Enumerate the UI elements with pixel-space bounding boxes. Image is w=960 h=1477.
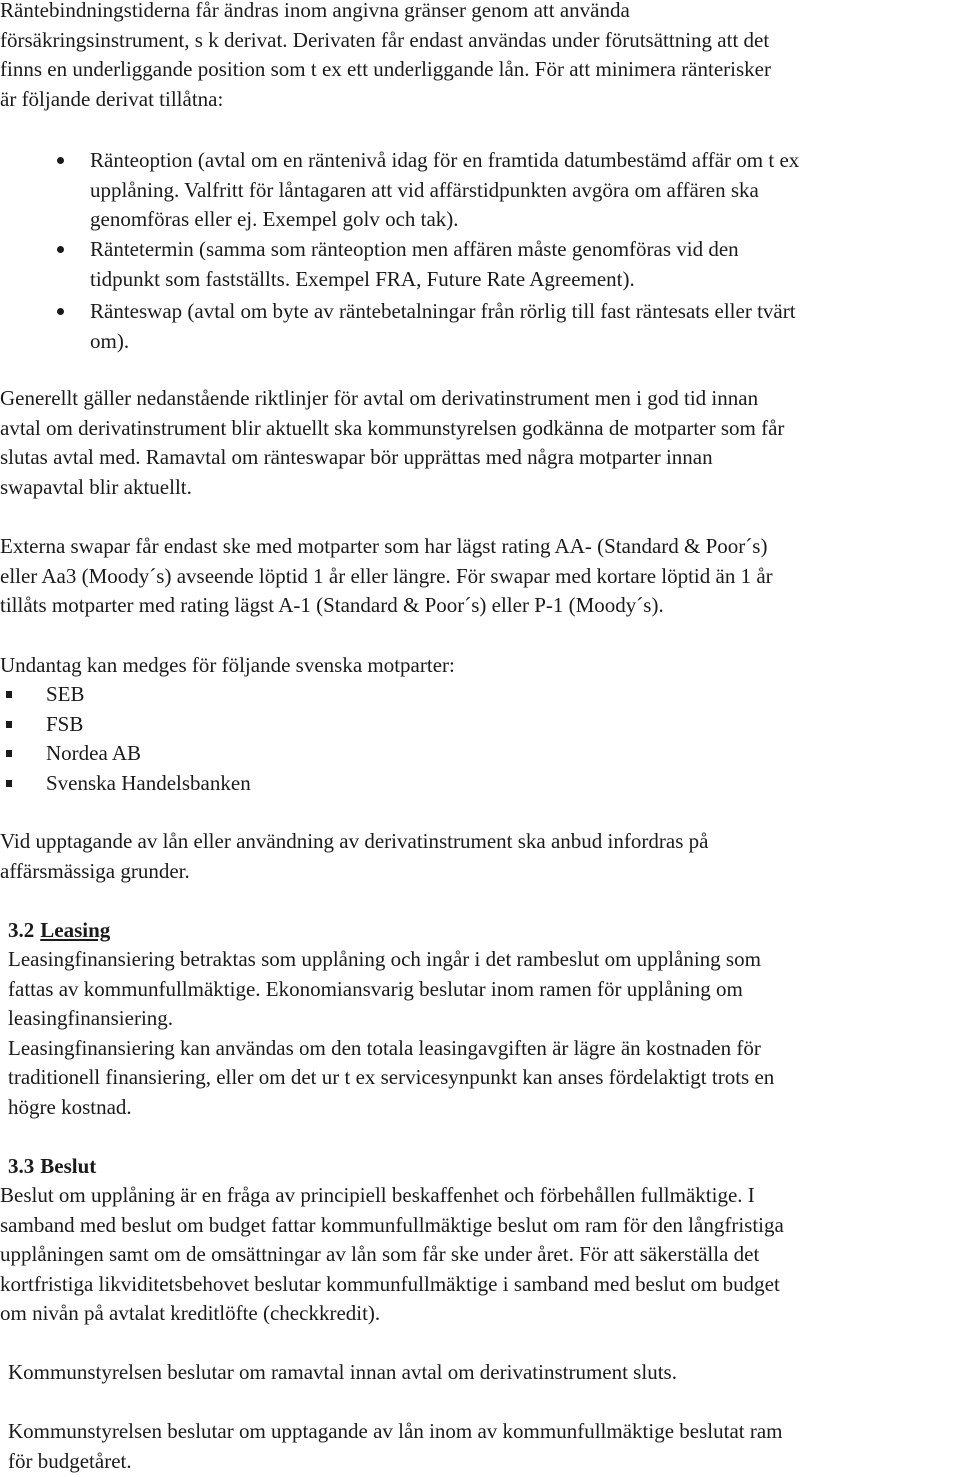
text-line: om nivån på avtalat kreditlöfte (checkkredit). — [0, 1301, 381, 1325]
external-swaps-paragraph — [0, 532, 960, 621]
text-line: avtal om derivatinstrument blir aktuellt ska kommunstyrelsen godkänna de motparter som får — [0, 415, 785, 440]
text-line: leasingfinansiering. — [8, 1006, 174, 1030]
text-line: är följande derivat tillåtna: — [0, 86, 224, 111]
text-line: Leasingfinansiering kan användas om den totala leasingavgiften är lägre än kostnaden för — [8, 1035, 761, 1060]
counterparty-label: FSB — [46, 712, 84, 736]
exception-intro: Undantag kan medges för följande svenska motparter: — [0, 653, 455, 677]
intro-paragraph — [0, 0, 960, 114]
bullet-icon — [57, 246, 64, 253]
text-line: tillåts motparter med rating lägst A-1 (Standard & Poor´s) eller P-1 (Moody´s). — [0, 593, 664, 617]
text-line: Kommunstyrelsen beslutar om upptagande av lån inom av kommunfullmäktige beslutat ram — [8, 1419, 783, 1443]
square-bullet-icon — [6, 721, 12, 728]
text-line: kortfristiga likviditetsbehovet beslutar kommunfullmäktige i samband med beslut om budget — [0, 1271, 780, 1296]
text-line: Räntebindningstiderna får ändras inom angivna gränser genom att använda — [0, 0, 630, 22]
text-line: samband med beslut om budget fattar kommunfullmäktige beslut om ram för den långfristiga — [0, 1212, 784, 1237]
text-line: upplåning. Valfritt för låntagaren att vid affärstidpunkten avgöra om affären ska — [90, 177, 759, 202]
square-bullet-icon — [6, 750, 12, 757]
section-number: 3.2 — [8, 918, 35, 942]
counterparty-label: Svenska Handelsbanken — [46, 771, 251, 795]
section-title: Beslut — [40, 1154, 97, 1178]
text-line: swapavtal blir aktuellt. — [0, 474, 192, 499]
section-heading-beslut — [8, 1152, 96, 1182]
text-line: Vid upptagande av lån eller användning av derivatinstrument ska anbud infordras på — [0, 829, 709, 853]
text-line: Ränteswap (avtal om byte av räntebetalningar från rörlig till fast räntesats eller tvärt — [90, 299, 796, 323]
text-line: slutas avtal med. Ramavtal om ränteswapar bör upprättas med några motparter innan — [0, 445, 713, 469]
square-bullet-icon — [6, 780, 12, 787]
text-line: försäkringsinstrument, s k derivat. Derivaten får endast användas under förutsättning att det — [0, 27, 770, 52]
text-line: tidpunkt som fastställts. Exempel FRA, Future Rate Agreement). — [90, 266, 635, 291]
text-line: Räntetermin (samma som ränteoption men affären måste genomföras vid den — [90, 237, 739, 261]
text-line: Externa swapar får endast ske med motparter som har lägst rating AA- (Standard & Poor´s) — [0, 534, 768, 558]
text-line: för budgetåret. — [8, 1448, 132, 1473]
bullet-icon — [57, 308, 64, 315]
text-line: traditionell finansiering, eller om det ur t ex servicesynpunkt kan anses fördelaktigt trots en — [8, 1065, 775, 1089]
guidelines-paragraph — [0, 384, 960, 502]
leasing-paragraph — [8, 945, 960, 1122]
ks-loans-paragraph — [8, 1417, 960, 1476]
text-line: fattas av kommunfullmäktige. Ekonomiansvarig beslutar inom ramen för upplåning om — [8, 976, 743, 1001]
text-line: högre kostnad. — [8, 1094, 132, 1119]
procurement-paragraph — [0, 827, 960, 886]
text-line: Ränteoption (avtal om en räntenivå idag för en framtida datumbestämd affär om t ex — [90, 148, 800, 172]
counterparty-label: SEB — [46, 682, 85, 706]
text-line: upplåningen samt om de omsättningar av lån som får ske under året. För att säkerställa det — [0, 1242, 760, 1266]
bullet-icon — [57, 157, 64, 164]
text-line: Beslut om upplåning är en fråga av principiell beskaffenhet och förbehållen fullmäktige. I — [0, 1183, 755, 1207]
text-line: Leasingfinansiering betraktas som upplåning och ingår i det rambeslut om upplåning som — [8, 947, 761, 971]
text-line: affärsmässiga grunder. — [0, 858, 190, 883]
square-bullet-icon — [6, 691, 12, 698]
text-line: Kommunstyrelsen beslutar om ramavtal innan avtal om derivatinstrument sluts. — [8, 1360, 677, 1384]
text-line: eller Aa3 (Moody´s) avseende löptid 1 år eller längre. För swapar med kortare löptid än 1 år — [0, 563, 773, 588]
counterparty-label: Nordea AB — [46, 741, 142, 765]
text-line: finns en underliggande position som t ex ett underliggande lån. För att minimera ränterisker — [0, 57, 771, 81]
ks-derivatives-paragraph — [8, 1358, 960, 1388]
text-line: genomföras eller ej. Exempel golv och tak). — [90, 207, 459, 231]
section-number: 3.3 — [8, 1154, 35, 1178]
section-title: Leasing — [40, 918, 111, 942]
section-heading-leasing — [8, 916, 110, 946]
beslut-paragraph — [0, 1181, 960, 1329]
text-line: Generellt gäller nedanstående riktlinjer för avtal om derivatinstrument men i god tid innan — [0, 386, 759, 410]
text-line: om). — [90, 328, 130, 353]
